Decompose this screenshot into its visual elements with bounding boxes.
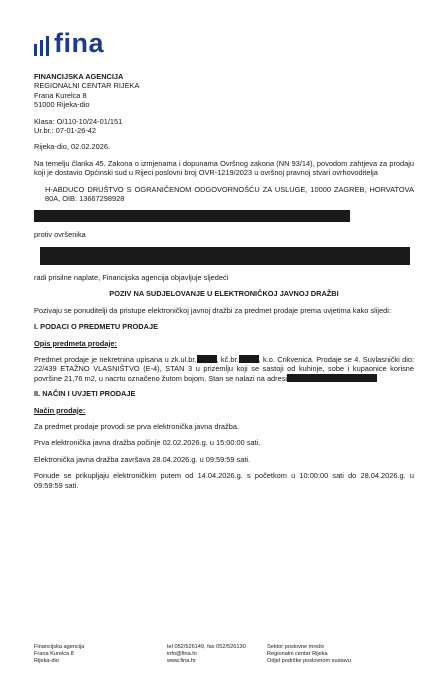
org-center: REGIONALNI CENTAR RIJEKA: [34, 81, 140, 91]
place-date: Rijeka-dio, 02.02.2026.: [34, 142, 111, 152]
subject-label: Opis predmeta prodaje:: [34, 338, 117, 348]
logo-text: fina: [54, 28, 105, 58]
footer-contact: tel 052/526149, fax 052/526130 info@fina.hr www.fina.hr: [167, 644, 246, 664]
urbr: Ur.br.: 07-01-26-42: [34, 126, 97, 136]
offers-paragraph: Ponude se prikupljaju elektroničkim putem od 14.04.2026.g. s početkom u 10:00:00 sati do 28.04.2026.g. u 09:59:59 sati.: [34, 471, 414, 490]
auction-end: Elektronička javna dražba završava 28.04.2026.g. u 09:59:59 sati.: [34, 454, 251, 464]
auction-start: Prva elektronička javna dražba počinje 02.02.2026.g. u 15:00:00 sati.: [34, 438, 261, 448]
footer-address: Financijska agencija Frana Kurelca 8 Rijeka-dio: [34, 644, 85, 664]
fina-logo: [34, 30, 104, 56]
intro-paragraph: Na temelju članka 45. Zakona o izmjenama i dopunama Ovršnog zakona (NN 93/14), povodom zahtjeva za prodaju koji je dostavio Općinski sud u Rijeci poslovni broj OVR-1219/2023 u ovršnoj pravnoj stvari ovrhovoditelja: [34, 158, 414, 178]
org-city: 51000 Rijeka-dio: [34, 100, 90, 110]
redaction-block: [197, 355, 217, 363]
klasa: Klasa: O/110-10/24-01/151: [34, 116, 123, 126]
redaction-block: [239, 355, 259, 363]
document-body: [34, 72, 414, 490]
section-1-heading: I. PODACI O PREDMETU PRODAJE: [34, 322, 159, 332]
page-footer: [34, 644, 414, 665]
subject-paragraph: Predmet prodaje je nekretnina upisana u zk.ul.br. , kč.br. , k.o. Crikvenica. Prodaje se 4. Suvlasnički dio: 22/439 ETAŽNO VLASNIŠTVO (E-4), STAN 3 u prizemlju koji se sastoji od kuhinje, sobe i kupaonice korisne površine 21,76 m2, u nacrtu označeno žutom bojom. Stan se nalazi na adresi: [34, 354, 415, 383]
org-name: FINANCIJSKA AGENCIJA: [34, 72, 124, 81]
method-paragraph: Za predmet prodaje provodi se prva elektronička javna dražba.: [34, 421, 239, 431]
redaction-block: [40, 247, 410, 265]
section-2-heading: II. NAČIN I UVJETI PRODAJE: [34, 389, 136, 399]
against-debtor: protiv ovršenika: [34, 230, 86, 240]
redaction-block: [34, 210, 350, 222]
creditor: H-ABDUCO DRUŠTVO S OGRANIČENOM ODGOVORNOŠĆU ZA USLUGE, 10000 ZAGREB, HORVATOVA 80A, OIB: 13667298928: [45, 184, 414, 204]
invite-paragraph: Pozivaju se ponuditelji da pristupe elektroničkoj javnoj dražbi za predmet prodaje prema uvjetima kako slijedi:: [34, 305, 391, 315]
method-label: Način prodaje:: [34, 405, 86, 415]
footer-department: Sektor poslovne mreže Regionalni centar Rijeka Odjel podrške poslovnom sustavu: [267, 644, 351, 664]
notice-title: POZIV NA SUDJELOVANJE U ELEKTRONIČKOJ JAVNOJ DRAŽBI: [109, 289, 339, 299]
redaction-block: [287, 374, 377, 382]
org-street: Frana Kurelca 8: [34, 90, 87, 100]
logo-bars-icon: [34, 34, 49, 56]
collection-statement: radi prisilne naplate, Financijska agencija objavljuje sljedeći: [34, 272, 229, 282]
